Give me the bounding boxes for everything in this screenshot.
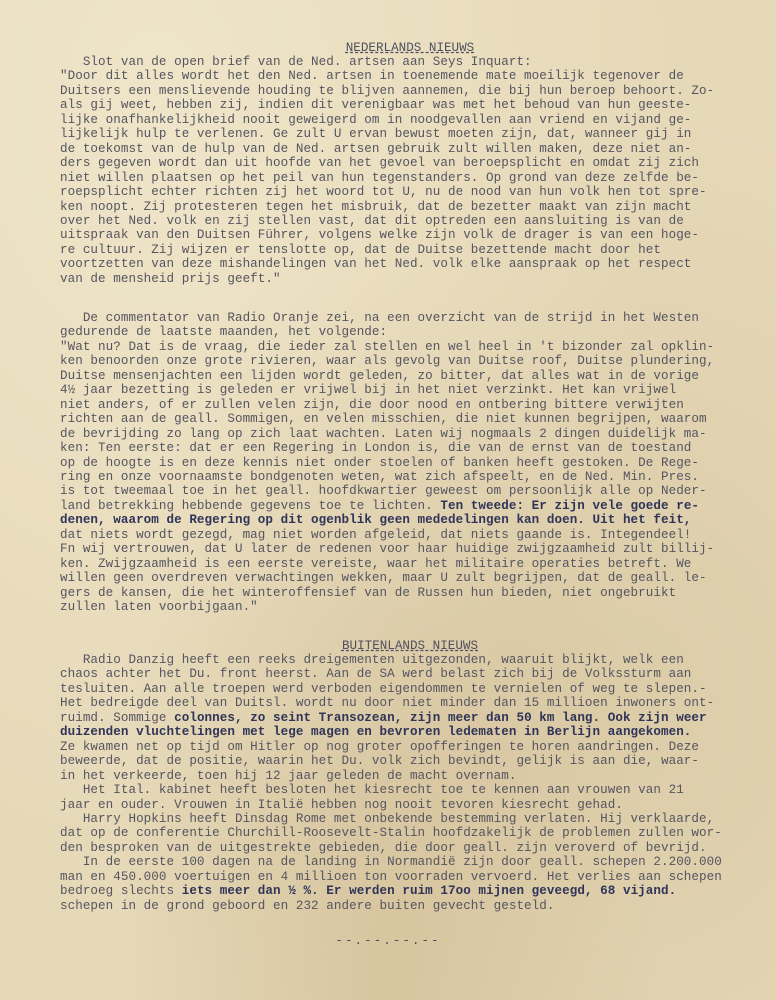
text-line xyxy=(60,200,760,214)
line-text: Het bedreigde deel van Duitsl. wordt nu door niet minder dan 15 millioen inwoners ont- xyxy=(60,696,715,711)
line-text: In de eerste 100 dagen na de landing in Normandië zijn door geall. schepen 2.200.000 xyxy=(60,855,722,870)
line-text: voortzetten van deze mishandelingen van het Ned. volk elke aanspraak op het respect xyxy=(60,257,692,272)
bold-text: iets meer dan ½ %. Er werden ruim 17oo mijnen geveegd, 68 vijand. xyxy=(181,884,677,899)
section-nederlands-nieuws xyxy=(60,41,760,286)
line-text: 4½ jaar bezetting is geleden er vrijwel bij in het niet verzinkt. Het kan vrijwel xyxy=(60,383,677,398)
text-line xyxy=(60,740,760,754)
line-text: zullen laten voorbijgaan." xyxy=(60,600,258,615)
line-text: beweerde, dat de positie, waarin het Du. volk zich bevindt, gelijk is aan die, waar- xyxy=(60,754,700,769)
line-text: gers de kansen, die het winteroffensief van de Russen hun bieden, niet ongebruikt xyxy=(60,585,677,600)
line-text: Slot van de open brief van de Ned. artsen aan Seys Inquart: xyxy=(60,55,532,69)
line-text: Harry Hopkins heeft Dinsdag Rome met onbekende bestemming verlaten. Hij verklaarde, xyxy=(60,811,715,826)
line-text: uitspraak van den Duitsen Führer, volgens welke zijn volk de drager is van een hoge- xyxy=(60,228,700,243)
text-line xyxy=(60,214,760,228)
line-text: ken benoorden onze grote rivieren, waar als gevolg van Duitse roof, Duitse plundering, xyxy=(60,354,715,369)
text-line xyxy=(60,725,760,739)
text-line xyxy=(60,769,760,783)
line-text: als gij weet, hebben zij, indien dit verenigbaar was met het behoud van hun geeste- xyxy=(60,98,692,113)
text-line xyxy=(60,499,760,513)
bold-text: Ten tweede: Er zijn vele goede re- xyxy=(440,498,700,513)
text-line xyxy=(60,412,760,426)
text-line xyxy=(60,69,760,83)
line-text: ring en onze voornaamste bondgenoten weten, wat zich afspeelt, en de Ned. Min. Pres. xyxy=(60,469,700,484)
text-line xyxy=(60,586,760,600)
section-heading: BUITENLANDS NIEUWS xyxy=(341,639,479,653)
line-text: tesluiten. Aan alle troepen werd verboden eigendommen te vernielen of weg te slepen.- xyxy=(60,681,707,696)
line-text: lijke onafhankelijkheid nooit geweigerd om in noodgevallen aan vriend en vijand ge- xyxy=(60,112,692,127)
line-text: ders gegeven wordt dan uit hoofde van het gevoel van beroepsplicht en omdat zij zich xyxy=(60,156,700,171)
line-text: chaos achter het Du. front heerst. Aan de SA werd belast zich bij de Volkssturm aan xyxy=(60,667,692,682)
line-text: de bevrijding zo lang op zich laat wachten. Laten wij nogmaals 2 dingen duidelijk ma- xyxy=(60,426,707,441)
line-text: ruimd. Sommige xyxy=(60,710,175,725)
bold-text: colonnes, zo seint Transozean, zijn meer dan 50 km lang. Ook zijn weer xyxy=(174,710,707,725)
line-text: Radio Danzig heeft een reeks dreigementen uitgezonden, waaruit blijkt, welk een xyxy=(60,653,684,667)
line-text: schepen in de grond geboord en 232 andere buiten gevecht gesteld. xyxy=(60,898,555,913)
line-text: op de hoogte is en deze kennis niet onder stoelen of banken heeft gestoken. De Rege- xyxy=(60,455,700,470)
line-text: ken. Zwijgzaamheid is een eerste vereiste, waar het militaire operaties betreft. We xyxy=(60,556,692,571)
text-line xyxy=(60,383,760,397)
bold-text: denen, waarom de Regering op dit ogenblik geen mededelingen kan doen. Uit het feit, xyxy=(60,513,692,528)
text-line xyxy=(60,696,760,710)
text-line xyxy=(60,899,760,913)
line-text: ken noopt. Zij protesteren tegen het misbruik, dat de bezetter maakt van zijn macht xyxy=(60,199,692,214)
text-line xyxy=(60,667,760,681)
line-text: re cultuur. Zij wijzen er tenslotte op, dat de Duitse bezettende macht door het xyxy=(60,242,661,257)
text-line xyxy=(60,171,760,185)
text-line xyxy=(60,826,760,840)
text-line xyxy=(60,55,760,69)
text-line xyxy=(60,513,760,527)
text-line xyxy=(60,156,760,170)
bold-text: duizenden vluchtelingen met lege magen en bevroren ledematen in Berlijn aangekomen. xyxy=(60,725,692,740)
text-line xyxy=(60,571,760,585)
line-text: willen geen overdreven verwachtingen wekken, maar U zult begrijpen, dat de geall. le- xyxy=(60,571,707,586)
line-text: Duitse mensenjachten een lijden wordt geleden, zo bitter, dat alles wat in de vorige xyxy=(60,368,700,383)
text-line xyxy=(60,441,760,455)
text-line xyxy=(60,257,760,271)
line-text: Ze kwamen net op tijd om Hitler op nog groter opofferingen te horen aandringen. Deze xyxy=(60,739,700,754)
line-text: dat niets wordt gezegd, mag niet worden afgeleid, dat niets gaande is. Integendeel! xyxy=(60,527,692,542)
text-line xyxy=(60,711,760,725)
line-text: ken: Ten eerste: dat er een Regering in London is, die van de ernst van de toestand xyxy=(60,441,692,456)
text-line xyxy=(60,798,760,812)
end-separator: --.--.--.-- xyxy=(335,934,441,948)
line-text: Duitsers een menslievende houding te blijven aannemen, die bij hun beroep behoort. Zo- xyxy=(60,83,715,98)
text-line xyxy=(60,542,760,556)
text-line xyxy=(60,870,760,884)
text-line xyxy=(60,557,760,571)
text-line xyxy=(60,528,760,542)
text-line xyxy=(60,243,760,257)
line-text: over het Ned. volk en zij stellen vast, dat dit optreden een aansluiting is van de xyxy=(60,213,684,228)
text-line xyxy=(60,84,760,98)
line-text: roepsplicht echter richten zij het woord tot U, nu de nood van hun volk hen tot spre- xyxy=(60,185,707,200)
text-line xyxy=(60,427,760,441)
text-line xyxy=(60,113,760,127)
line-text: De commentator van Radio Oranje zei, na een overzicht van de strijd in het Westen xyxy=(60,311,700,325)
text-line xyxy=(60,272,760,286)
line-text: jaar en ouder. Vrouwen in Italië hebben nog nooit tevoren kiesrecht gehad. xyxy=(60,797,623,812)
line-text: bedroeg slechts xyxy=(60,884,182,899)
line-text: "Wat nu? Dat is de vraag, die ieder zal stellen en wel heel in 't bizonder zal opklin- xyxy=(60,339,715,354)
line-text: de toekomst van de hulp van de Ned. artsen gebruik zult willen maken, deze niet an- xyxy=(60,141,692,156)
line-text: land betrekking hebbende gegevens toe te lichten. xyxy=(60,498,441,513)
line-text: gedurende de laatste maanden, het volgende: xyxy=(60,325,388,340)
text-line xyxy=(60,884,760,898)
text-line xyxy=(60,142,760,156)
text-line xyxy=(60,600,760,614)
line-text: is tot tweemaal toe in het geall. hoofdkwartier geweest om persoonlijk alle op Neder- xyxy=(60,484,707,499)
section-heading: NEDERLANDS NIEUWS xyxy=(345,41,475,55)
text-line xyxy=(60,855,760,869)
text-line xyxy=(60,311,760,325)
line-text: den besproken van de uitgestrekte gebieden, die door geall. zijn veroverd of bevrijd. xyxy=(60,840,707,855)
section-buitenlands-nieuws xyxy=(60,639,760,913)
text-line xyxy=(60,98,760,112)
line-text: niet anders, of er zullen velen zijn, die door nood en ontbering bittere verwijten xyxy=(60,397,684,412)
text-line xyxy=(60,783,760,797)
line-text: lijkelijk hulp te verlenen. Ge zult U ervan bewust moeten zijn, dat, wanneer gij in xyxy=(60,127,692,142)
text-line xyxy=(60,682,760,696)
text-line xyxy=(60,484,760,498)
text-line xyxy=(60,369,760,383)
text-line xyxy=(60,127,760,141)
line-text: dat op de conferentie Churchill-Roosevelt-Stalin hoofdzakelijk de problemen zullen wor- xyxy=(60,826,722,841)
text-line xyxy=(60,325,760,339)
text-line xyxy=(60,470,760,484)
text-line xyxy=(60,354,760,368)
line-text: niet willen plaatsen op het peil van hun tegenstanders. Op grond van deze zelfde be- xyxy=(60,170,700,185)
line-text: van de mensheid prijs geeft." xyxy=(60,271,281,286)
section-radio-oranje xyxy=(60,311,760,615)
text-line xyxy=(60,340,760,354)
text-line xyxy=(60,228,760,242)
line-text: Het Ital. kabinet heeft besloten het kiesrecht toe te kennen aan vrouwen van 21 xyxy=(60,783,684,798)
line-text: man en 450.000 voertuigen en 4 millioen ton voorraden vervoerd. Het verlies aan schepen xyxy=(60,869,722,884)
line-text: "Door dit alles wordt het den Ned. artsen in toenemende mate moeilijk tegenover de xyxy=(60,69,684,84)
text-line xyxy=(60,456,760,470)
line-text: in het verkeerde, toen hij 12 jaar geleden de macht overnam. xyxy=(60,768,517,783)
text-line xyxy=(60,398,760,412)
text-line xyxy=(60,841,760,855)
text-line xyxy=(60,812,760,826)
text-line xyxy=(60,185,760,199)
line-text: richten aan de geall. Sommigen, en velen misschien, die niet kunnen begrijpen, waarom xyxy=(60,412,707,427)
text-line xyxy=(60,754,760,768)
line-text: Fn wij vertrouwen, dat U later de redenen voor haar huidige zwijgzaamheid zult billij- xyxy=(60,542,715,557)
text-line xyxy=(60,653,760,667)
